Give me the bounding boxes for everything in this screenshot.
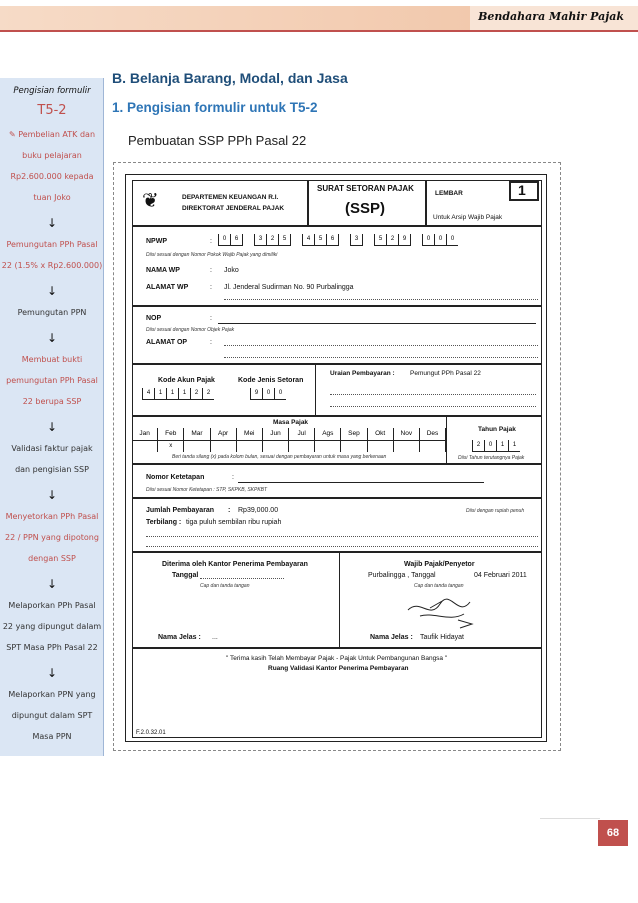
digit-cell[interactable]: 1 <box>178 388 190 400</box>
nop-colon: : <box>210 315 212 322</box>
digit-cell[interactable]: 1 <box>496 440 508 452</box>
sidebar-code: T5-2 <box>37 103 67 118</box>
alamat-op-label: ALAMAT OP <box>146 339 188 346</box>
header-band <box>0 6 470 30</box>
digit-cell[interactable]: 0 <box>484 440 496 452</box>
month-label: Mar <box>184 428 210 440</box>
digit-cell[interactable]: 9 <box>398 234 410 246</box>
arrow-down-icon: ↓ <box>46 420 58 434</box>
digit-cell[interactable]: 2 <box>190 388 202 400</box>
digit-cell[interactable] <box>410 234 422 246</box>
arrow-down-icon: ↓ <box>46 331 58 345</box>
kode-akun-label: Kode Akun Pajak <box>158 377 215 384</box>
signature-icon <box>400 590 490 632</box>
sidebar-step-line: Membuat bukti <box>21 355 83 364</box>
sidebar-step-line: dan pengisian SSP <box>15 465 89 474</box>
digit-cell[interactable]: 9 <box>250 388 262 400</box>
kode-jenis-cells[interactable] <box>250 388 286 400</box>
month-cell[interactable] <box>237 440 263 452</box>
sidebar-step-line: 22 / PPN yang dipotong <box>5 533 99 542</box>
alamat-label: ALAMAT WP <box>146 284 189 291</box>
digit-cell[interactable]: 5 <box>314 234 326 246</box>
month-headers <box>132 428 446 440</box>
sidebar-step-line: Pemungutan PPN <box>17 308 87 317</box>
nama-jelas-left-label: Nama Jelas : <box>158 634 201 641</box>
lembar-desc: Untuk Arsip Wajib Pajak <box>433 214 503 221</box>
digit-cell[interactable]: 2 <box>472 440 484 452</box>
terbilang-label: Terbilang : <box>146 519 182 526</box>
sidebar-step-line: tuan Joko <box>33 193 71 202</box>
header-line <box>0 30 638 32</box>
nop-cells[interactable] <box>218 312 536 324</box>
digit-cell[interactable] <box>242 234 254 246</box>
sidebar-step-line: Melaporkan PPN yang <box>8 690 96 699</box>
tanggal-right-value[interactable]: 04 Februari 2011 <box>474 572 527 579</box>
uraian-label: Uraian Pembayaran : <box>330 370 395 377</box>
month-label: Jan <box>132 428 158 440</box>
dept-line2: DIREKTORAT JENDERAL PAJAK <box>182 205 285 212</box>
alamat-value[interactable]: Jl. Jenderal Sudirman No. 90 Purbalingga <box>224 284 354 291</box>
sidebar-heading: Pengisian formulir <box>13 86 91 96</box>
surat-label: SURAT SETORAN PAJAK <box>317 184 414 193</box>
digit-cell[interactable]: 0 <box>218 234 230 246</box>
digit-cell[interactable]: 0 <box>262 388 274 400</box>
ketetapan-colon: : <box>232 474 234 481</box>
digit-cell[interactable]: 2 <box>202 388 214 400</box>
uraian-dots2 <box>330 406 536 407</box>
digit-cell[interactable]: 6 <box>326 234 338 246</box>
digit-cell[interactable] <box>290 234 302 246</box>
digit-cell[interactable]: 4 <box>142 388 154 400</box>
month-label: Mei <box>237 428 263 440</box>
month-cell[interactable] <box>315 440 341 452</box>
digit-cell[interactable]: 0 <box>274 388 286 400</box>
sidebar-step-line: 22 (1.5% x Rp2.600.000) <box>1 261 103 270</box>
sidebar-step-line: buku pelajaran <box>22 151 82 160</box>
nama-value[interactable]: Joko <box>224 267 239 274</box>
alamat-op-colon: : <box>210 339 212 346</box>
month-cell[interactable] <box>394 440 420 452</box>
lembar-label: LEMBAR <box>435 190 463 197</box>
digit-cell[interactable]: 1 <box>166 388 178 400</box>
month-cell[interactable]: x <box>158 440 184 452</box>
page-header <box>0 0 638 30</box>
month-label: Des <box>420 428 446 440</box>
digit-cell[interactable]: 0 <box>434 234 446 246</box>
month-label: Feb <box>158 428 184 440</box>
masa-note: Beri tanda silang (x) pada kolom bulan, sesuai dengan pembayaran untuk masa yang berkenaan <box>172 454 387 460</box>
lembar-number: 1 <box>518 182 526 198</box>
tahun-note: Diisi Tahun terutangnya Pajak <box>458 455 525 461</box>
digit-cell[interactable]: 3 <box>350 234 362 246</box>
nama-jelas-right-value[interactable]: Taufik Hidayat <box>420 634 464 641</box>
sidebar-step-line: 22 yang dipungut dalam <box>2 622 102 631</box>
digit-cell[interactable]: 4 <box>302 234 314 246</box>
kode-akun-cells[interactable] <box>142 388 214 400</box>
ketetapan-note: Diisi sesuai Nomor Ketetapan : STP, SKPKB, SKPKBT <box>146 487 268 493</box>
sidebar-step-line: SPT Masa PPh Pasal 22 <box>6 643 98 652</box>
validasi-text: Ruang Validasi Kantor Penerima Pembayaran <box>268 665 409 672</box>
sidebar-step-line: ✎ Pembelian ATK dan <box>8 130 96 139</box>
nama-label: NAMA WP <box>146 267 180 274</box>
month-label: Nov <box>394 428 420 440</box>
kode-jenis-label: Kode Jenis Setoran <box>238 377 304 384</box>
digit-cell[interactable]: 5 <box>374 234 386 246</box>
month-cells[interactable] <box>132 440 446 452</box>
arrow-down-icon: ↓ <box>46 284 58 298</box>
subsection-heading: 1. Pengisian formulir untuk T5-2 <box>112 100 318 115</box>
nama-jelas-right-label: Nama Jelas : <box>370 634 413 641</box>
nop-label: NOP <box>146 315 162 322</box>
tanggal-left-dots <box>200 578 284 579</box>
npwp-cells[interactable] <box>218 234 458 246</box>
nop-note: Diisi sesuai dengan Nomor Objek Pajak <box>146 327 235 333</box>
masa-label: Masa Pajak <box>273 419 309 426</box>
digit-cell[interactable]: 0 <box>446 234 458 246</box>
digit-cell[interactable] <box>362 234 374 246</box>
tanggal-right-label: Purbalingga , Tanggal <box>368 572 436 579</box>
nama-colon: : <box>210 267 212 274</box>
page-number: 68 <box>598 820 628 846</box>
ketetapan-cells[interactable] <box>238 471 484 483</box>
arrow-down-icon: ↓ <box>46 666 58 680</box>
jumlah-note: Diisi dengan rupiah penuh <box>466 508 525 514</box>
month-cell[interactable] <box>211 440 237 452</box>
thanks-text: " Terima kasih Telah Membayar Pajak - Pajak Untuk Pembangunan Bangsa " <box>226 655 448 662</box>
uraian-value[interactable]: Pemungut PPh Pasal 22 <box>410 370 481 377</box>
cap-left: Cap dan tanda tangan <box>200 583 250 589</box>
digit-cell[interactable]: 3 <box>254 234 266 246</box>
dept-line1: DEPARTEMEN KEUANGAN R.I. <box>182 194 279 201</box>
sidebar-step-line: 22 berupa SSP <box>22 397 82 406</box>
sidebar-step-line: Validasi faktur pajak <box>11 444 93 453</box>
sidebar-step-line: Rp2.600.000 kepada <box>10 172 94 181</box>
alamat-op-dots1 <box>224 345 538 346</box>
arrow-down-icon: ↓ <box>46 577 58 591</box>
npwp-note: Diisi sesuai dengan Nomor Pokok Wajib Pajak yang dimiliki <box>146 252 278 258</box>
tahun-cells[interactable] <box>472 440 520 452</box>
garuda-emblem-icon: ❦ <box>142 190 159 212</box>
digit-cell[interactable]: 1 <box>508 440 520 452</box>
month-label: Jul <box>289 428 315 440</box>
wajib-label: Wajib Pajak/Penyetor <box>404 561 475 568</box>
digit-cell[interactable]: 2 <box>266 234 278 246</box>
digit-cell[interactable]: 5 <box>278 234 290 246</box>
digit-cell[interactable]: 1 <box>154 388 166 400</box>
month-cell[interactable] <box>341 440 367 452</box>
month-cell[interactable] <box>263 440 289 452</box>
caption: Pembuatan SSP PPh Pasal 22 <box>128 133 307 148</box>
sidebar-step-line: pemungutan PPh Pasal <box>6 376 98 385</box>
sidebar-step-line: dipungut dalam SPT <box>11 711 93 720</box>
section-heading: B. Belanja Barang, Modal, dan Jasa <box>112 70 348 86</box>
ssp-label: (SSP) <box>345 200 386 217</box>
alamat-colon: : <box>210 284 212 291</box>
digit-cell[interactable]: 0 <box>422 234 434 246</box>
sidebar-step-line: Pemungutan PPh Pasal <box>6 240 98 249</box>
month-label: Sep <box>341 428 367 440</box>
alamat-dots <box>224 299 538 300</box>
month-label: Okt <box>368 428 394 440</box>
jumlah-value[interactable]: Rp39,000.00 <box>238 507 279 514</box>
month-cell[interactable] <box>184 440 210 452</box>
tanggal-left-label: Tanggal <box>172 572 199 579</box>
sidebar-step-line: Masa PPN <box>32 732 72 741</box>
terbilang-value[interactable]: tiga puluh sembilan ribu rupiah <box>186 519 282 526</box>
sidebar-step-line: Melaporkan PPh Pasal <box>8 601 96 610</box>
cap-right: Cap dan tanda tangan <box>414 583 464 589</box>
month-cell[interactable] <box>420 440 446 452</box>
month-label: Jun <box>263 428 289 440</box>
month-cell[interactable] <box>132 440 158 452</box>
sidebar-step-line: dengan SSP <box>28 554 76 563</box>
digit-cell[interactable]: 2 <box>386 234 398 246</box>
arrow-down-icon: ↓ <box>46 488 58 502</box>
alamat-op-dots2 <box>224 357 538 358</box>
terbilang-dots2 <box>146 546 538 547</box>
month-label: Ags <box>315 428 341 440</box>
diterima-label: Diterima oleh Kantor Penerima Pembayaran <box>162 561 308 568</box>
digit-cell[interactable]: 6 <box>230 234 242 246</box>
digit-cell[interactable] <box>338 234 350 246</box>
ketetapan-label: Nomor Ketetapan <box>146 474 205 481</box>
month-cell[interactable] <box>289 440 315 452</box>
header-title: Bendahara Mahir Pajak <box>478 10 624 23</box>
jumlah-label: Jumlah Pembayaran <box>146 507 215 514</box>
footer-line <box>540 818 600 819</box>
nama-jelas-left-value[interactable]: ... <box>212 634 218 641</box>
form-code: F.2.0.32.01 <box>136 730 166 736</box>
uraian-dots1 <box>330 394 536 395</box>
terbilang-dots1 <box>146 536 538 537</box>
jumlah-colon: : <box>228 507 231 514</box>
sidebar-step-line: Menyetorkan PPh Pasal <box>5 512 99 521</box>
npwp-label: NPWP <box>146 238 167 245</box>
tahun-label: Tahun Pajak <box>478 426 516 433</box>
month-cell[interactable] <box>368 440 394 452</box>
sidebar <box>0 78 104 756</box>
arrow-down-icon: ↓ <box>46 216 58 230</box>
npwp-colon: : <box>210 238 212 245</box>
month-label: Apr <box>211 428 237 440</box>
